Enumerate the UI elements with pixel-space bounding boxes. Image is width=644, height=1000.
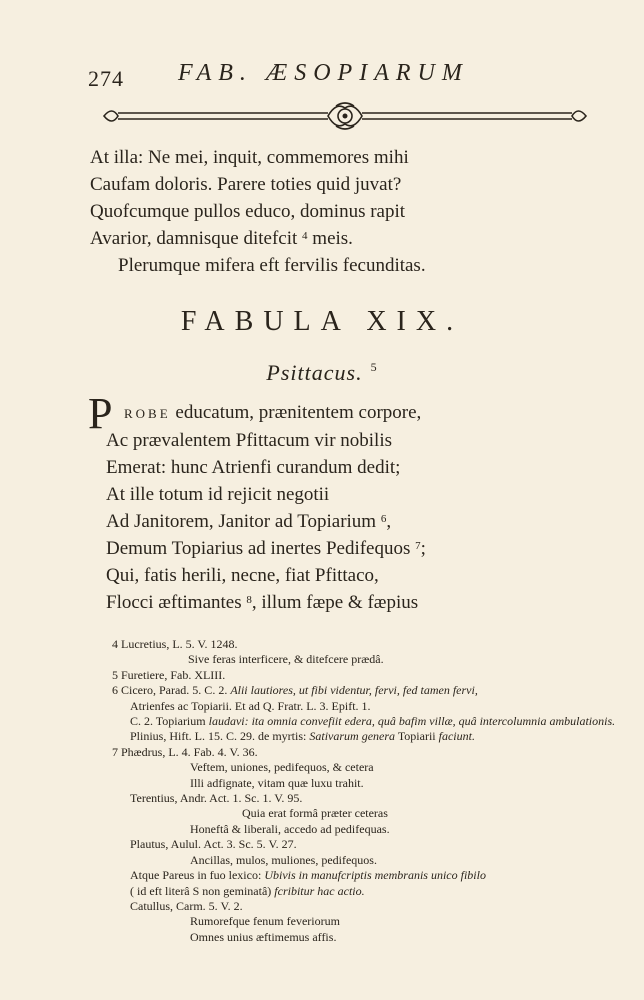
verse-block-top xyxy=(90,144,426,279)
footnote-line: 7 Phædrus, L. 4. Fab. 4. V. 36. xyxy=(112,744,258,759)
footnote-line: C. 2. Topiarium laudavi: ita omnia convefiit edera, quâ bafim villæ, quâ intercolumnia ambulationis. xyxy=(130,714,616,729)
footnote-line: ( id eft literâ S non geminatâ) fcribitur hac actio. xyxy=(130,883,365,898)
footnote-line: 4 Lucretius, L. 5. V. 1248. xyxy=(112,637,238,651)
footnote-ref: 5 xyxy=(370,360,378,374)
footnote-line: Quia erat formâ præter ceteras xyxy=(242,806,388,821)
running-title: FAB. ÆSOPIARUM xyxy=(178,60,469,86)
footnote-line: Rumorefque fenum feveriorum xyxy=(190,914,340,929)
footnote-ref: 6 xyxy=(380,513,387,525)
ornamental-rule-icon xyxy=(100,100,590,134)
footnote-line: Atque Pareus in fuo lexico: Ubivis in manufcriptis membranis unico fibilo xyxy=(130,868,486,883)
verse-line: Ad Janitorem, Janitor ad Topiarium $^6$, xyxy=(106,511,392,532)
verse-line: Emerat: hunc Atrienfi curandum dedit; xyxy=(106,457,401,478)
footnote-line: Terentius, Andr. Act. 1. Sc. 1. V. 95. xyxy=(130,791,303,806)
footnote-ref: 7 xyxy=(415,540,421,552)
verse-line: Demum Topiarius ad inertes Pedifequos $^7$; xyxy=(106,538,426,559)
footnotes xyxy=(112,637,616,945)
fable-title: FABULA XIX. xyxy=(180,306,464,337)
verse-block-fable xyxy=(106,399,426,616)
footnote-line: Honeftâ & liberali, accedo ad pedifequas. xyxy=(190,821,390,836)
footnote-line: 5 Furetiere, Fab. XLIII. xyxy=(112,667,226,682)
verse-line: Caufam doloris. Parere toties quid juvat? xyxy=(90,174,402,195)
footnote-line: Sive feras interficere, & ditefcere prædâ. xyxy=(188,652,384,667)
verse-line: Avarior, damnisque ditefcit $^4$ meis. xyxy=(90,228,353,249)
footnote-line: 6 Cicero, Parad. 5. C. 2. Alii lautiores, ut fibi videntur, fervi, fed tamen fervi, xyxy=(112,683,478,698)
fable-subtitle: Psittacus. $^5$ xyxy=(266,360,378,385)
footnote-line: Catullus, Carm. 5. V. 2. xyxy=(130,898,243,913)
verse-line: At ille totum id rejicit negotii xyxy=(106,484,330,505)
footnote-line: Veftem, uniones, pedifequos, & cetera xyxy=(190,760,374,775)
verse-line: Quofcumque pullos educo, dominus rapit xyxy=(90,201,406,222)
footnote-ref: 8 xyxy=(246,594,252,606)
verse-line: Flocci æftimantes $^8$, illum fæpe & fæpius xyxy=(106,592,419,613)
footnote-line: Illi adfignate, vitam quæ luxu trahit. xyxy=(190,775,364,790)
verse-line: Plerumque mifera eft fervilis fecunditas. xyxy=(118,255,426,276)
footnote-line: Plautus, Aulul. Act. 3. Sc. 5. V. 27. xyxy=(130,837,297,852)
page-number: 274 xyxy=(88,66,124,91)
footnote-line: Ancillas, mulos, muliones, pedifequos. xyxy=(190,852,377,867)
verse-line: At illa: Ne mei, inquit, commemores mihi xyxy=(90,147,409,168)
verse-line: Qui, fatis herili, necne, fiat Pfittaco, xyxy=(106,565,379,586)
footnote-ref: 4 xyxy=(302,230,308,242)
drop-cap: P xyxy=(88,389,113,438)
footnote-line: Omnes unius æftimemus affis. xyxy=(190,929,337,944)
footnote-line: Atrienfes ac Topiarii. Et ad Q. Fratr. L. 3. Epift. 1. xyxy=(130,698,371,713)
verse-line: ROBE educatum, prænitentem corpore, xyxy=(124,402,422,423)
footnote-line: Plinius, Hift. L. 15. C. 29. de myrtis: Sativarum genera Topiarii faciunt. xyxy=(130,729,475,744)
verse-line: Ac prævalentem Pfittacum vir nobilis xyxy=(106,430,393,451)
